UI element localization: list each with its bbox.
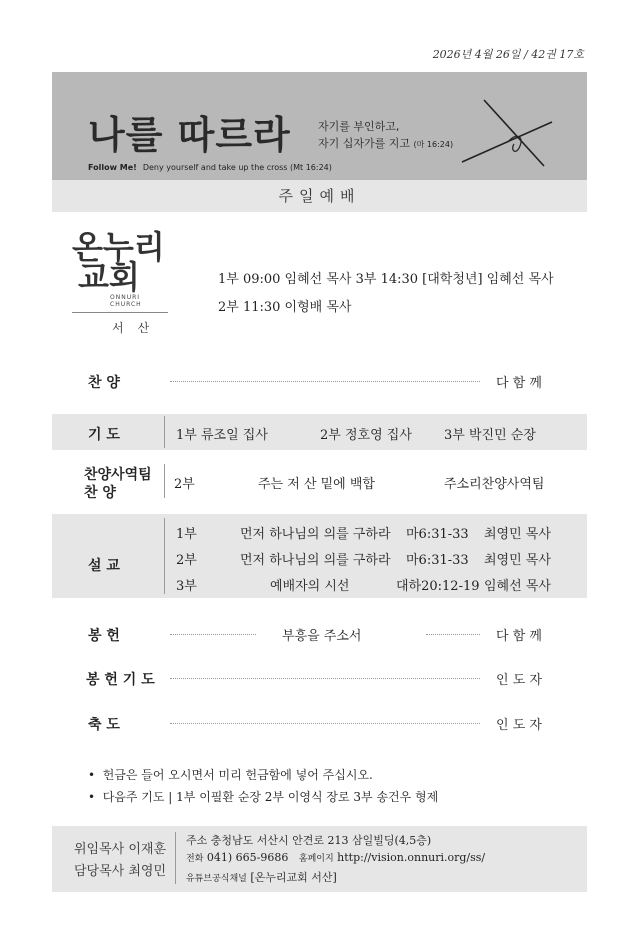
choir-team: 주소리찬양사역팀 [444, 477, 545, 492]
benediction-dotline [170, 723, 480, 724]
contact-line [186, 851, 485, 864]
offering-dotline-right [426, 634, 480, 635]
sermon-part-3: 3부 [176, 579, 197, 594]
notice-item: • 다음주 기도 | 1부 이필환 순장 2부 이영식 장로 3부 송건우 형제 [88, 790, 439, 804]
service-times-line1: 1부 09:00 임혜선 목사 3부 14:30 [대학청년] 임혜선 목사 [218, 272, 554, 287]
sermon-title-2: 먼저 하나님의 의를 구하라 [240, 553, 391, 568]
logo-location: 서산 [112, 321, 164, 335]
tagline-line2 [318, 135, 453, 151]
notice-text-1: 헌금은 들어 오시면서 미리 헌금함에 넣어 주십시오. [102, 768, 373, 782]
follow-me-text: Deny yourself and take up the cross (Mt 16:24) [142, 163, 332, 172]
tagline-line1: 자기를 부인하고, [318, 120, 400, 133]
logo-line2: 교회 [78, 258, 140, 296]
youtube-line [186, 869, 337, 885]
offering-prayer-dotline [170, 678, 480, 679]
sermon-part-1: 1부 [176, 527, 197, 542]
offering-prayer-label: 봉 헌 기 도 [86, 672, 155, 688]
page-title: 나를 따르라 [88, 113, 291, 157]
sermon-speaker-2: 최영민 목사 [484, 553, 551, 568]
prayer-item-3: 3부 박진민 순장 [444, 428, 536, 443]
sermon-ref-2: 마6:31-33 [406, 553, 469, 568]
church-address: 주소 충청남도 서산시 안견로 213 삼일빌딩(4,5층) [186, 834, 432, 847]
choir-label-line1: 찬양사역팀 [84, 467, 152, 483]
sermon-label: 설 교 [88, 558, 120, 574]
prayer-divider [164, 416, 165, 448]
logo-line1: 온누리 [72, 228, 165, 266]
prayer-item-1: 1부 류조일 집사 [176, 428, 268, 443]
issue-date: 2026년 4월 26일 / 42권 17호 [432, 48, 584, 61]
notice-text-2: 다음주 기도 | 1부 이필환 순장 2부 이영식 장로 3부 송건우 형제 [102, 790, 439, 804]
sermon-divider [164, 518, 165, 594]
senior-pastor: 위임목사 이재훈 [74, 842, 167, 857]
choir-divider [164, 464, 165, 498]
offering-song: 부흥을 주소서 [282, 629, 362, 644]
benediction-label: 축 도 [88, 717, 120, 733]
sermon-speaker-1: 최영민 목사 [484, 527, 551, 542]
phone-number: 041) 665-9686 [206, 851, 289, 864]
youtube-channel[interactable]: [온누리교회 서산] [250, 871, 337, 884]
worship-dotline [170, 381, 480, 382]
choir-part: 2부 [174, 477, 195, 492]
sermon-ref-1: 마6:31-33 [406, 527, 469, 542]
follow-me-line [88, 163, 332, 172]
offering-value: 다 함 께 [496, 629, 542, 644]
pastor-in-charge: 담당목사 최영민 [74, 864, 167, 879]
church-logo [72, 228, 172, 336]
cross-sketch-icon [454, 96, 558, 170]
homepage-link[interactable]: http://vision.onnuri.org/ss/ [337, 851, 486, 864]
notice-item: • 헌금은 들어 오시면서 미리 헌금함에 넣어 주십시오. [88, 768, 373, 782]
choir-song: 주는 저 산 밑에 백합 [258, 477, 375, 492]
offering-prayer-value: 인 도 자 [496, 673, 542, 688]
sermon-ref-3: 대하20:12-19 [396, 579, 480, 594]
offering-label: 봉 헌 [88, 628, 120, 644]
service-times-line2: 2부 11:30 이형배 목사 [218, 300, 352, 315]
prayer-item-2: 2부 정호영 집사 [320, 428, 412, 443]
worship-value: 다 함 께 [496, 376, 542, 391]
logo-english: ONNURI CHURCH [110, 294, 142, 308]
homepage-label: 홈페이지 [298, 854, 334, 864]
tagline-reference: (마 16:24) [413, 140, 454, 149]
offering-dotline-left [170, 634, 256, 635]
sermon-title-3: 예배자의 시선 [270, 579, 350, 594]
follow-me-bold: Follow Me! [88, 163, 137, 172]
phone-label: 전화 [186, 854, 204, 864]
footer-divider [175, 832, 176, 884]
prayer-label: 기 도 [88, 427, 120, 443]
service-title-bar: 주일예배 [52, 180, 587, 212]
sermon-part-2: 2부 [176, 553, 197, 568]
choir-label-line2: 찬 양 [84, 485, 116, 501]
sermon-title-1: 먼저 하나님의 의를 구하라 [240, 527, 391, 542]
tagline-line2-text: 자기 십자가를 지고 [318, 137, 411, 150]
worship-label: 찬 양 [88, 375, 120, 391]
sermon-speaker-3: 임혜선 목사 [484, 579, 551, 594]
logo-divider [72, 312, 168, 313]
benediction-value: 인 도 자 [496, 718, 542, 733]
youtube-label: 유튜브공식채널 [186, 874, 247, 884]
